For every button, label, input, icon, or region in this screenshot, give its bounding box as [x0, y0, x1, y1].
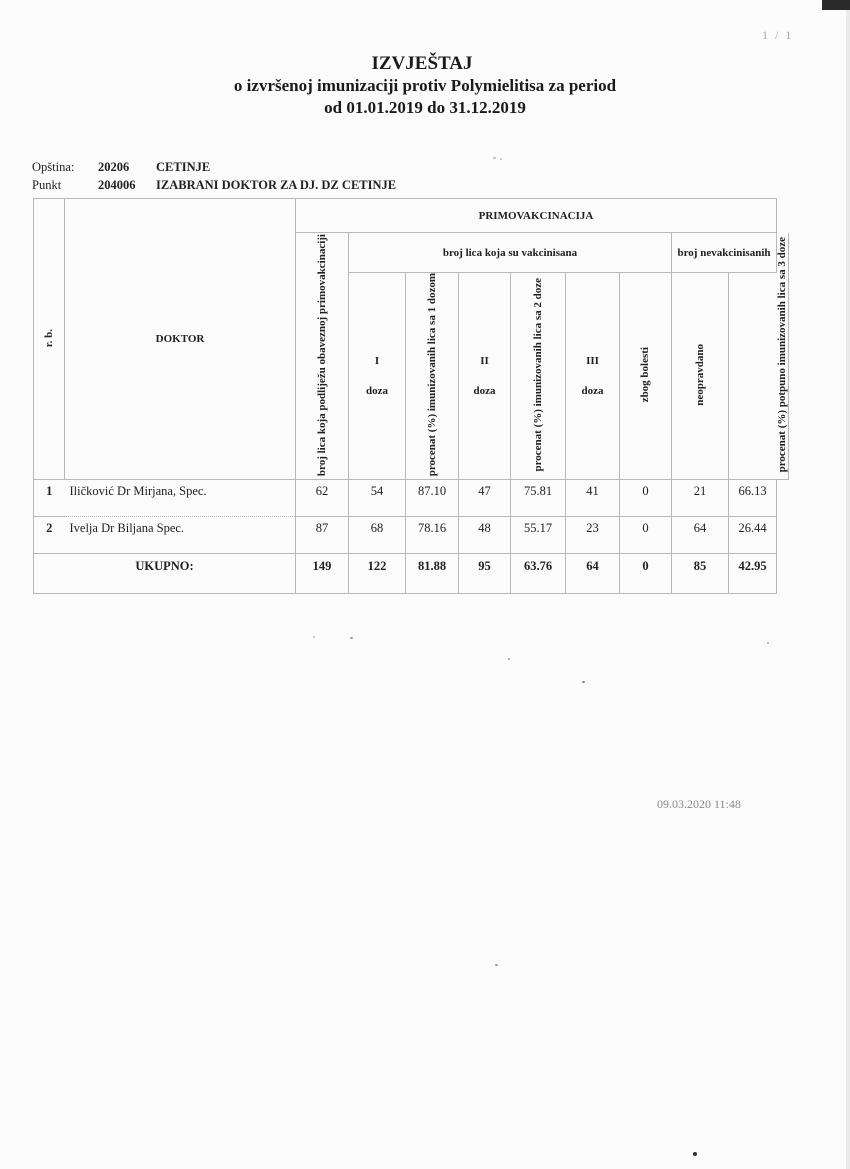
header-nevakcinisanih: broj nevakcinisanih [672, 233, 777, 273]
cell-dose1: 54 [349, 480, 406, 517]
cell-neopravdano: 64 [672, 517, 729, 554]
total-pct2: 63.76 [511, 554, 566, 594]
cell-pct1: 78.16 [406, 517, 459, 554]
page-corner-mark [822, 0, 850, 10]
header-pct3: procenat (%) potpuno imunizovanih lica sa 3 doze [777, 233, 789, 480]
scan-speck [495, 964, 498, 966]
scan-speck [693, 1152, 697, 1156]
cell-dose1: 68 [349, 517, 406, 554]
cell-dose3: 23 [566, 517, 620, 554]
header-rb: r. b. [34, 199, 65, 480]
report-title: IZVJEŠTAJ [371, 53, 473, 74]
cell-neopravdano: 21 [672, 480, 729, 517]
header-doktor: DOKTOR [65, 199, 296, 480]
scan-speck [493, 157, 496, 159]
report-title-block [0, 52, 850, 119]
scan-speck [582, 681, 585, 683]
total-dose1: 122 [349, 554, 406, 594]
header-dose3: III doza [566, 273, 620, 480]
total-zbog-bolesti: 0 [620, 554, 672, 594]
cell-pct2: 75.81 [511, 480, 566, 517]
total-label: UKUPNO: [34, 554, 296, 594]
total-obavezni: 149 [296, 554, 349, 594]
cell-pct2: 55.17 [511, 517, 566, 554]
header-primovakcinacija: PRIMOVAKCINACIJA [296, 199, 777, 233]
table-row [34, 480, 789, 517]
total-neopravdano: 85 [672, 554, 729, 594]
scan-speck [313, 636, 315, 638]
total-pct1: 81.88 [406, 554, 459, 594]
scan-speck [508, 658, 510, 660]
report-period: od 01.01.2019 do 31.12.2019 [324, 98, 526, 117]
municipality-name: CETINJE [156, 160, 211, 174]
point-name: IZABRANI DOKTOR ZA DJ. DZ CETINJE [156, 178, 397, 192]
cell-rb: 1 [34, 480, 65, 517]
municipality-label: Opština: [32, 160, 75, 174]
cell-dose3: 41 [566, 480, 620, 517]
cell-obavezni: 87 [296, 517, 349, 554]
page-number: 1 / 1 [762, 28, 794, 42]
total-pct3: 42.95 [729, 554, 777, 594]
cell-pct3: 26.44 [729, 517, 777, 554]
scan-speck [350, 637, 353, 639]
header-vakcinisana: broj lica koja su vakcinisana [349, 233, 672, 273]
cell-zbog-bolesti: 0 [620, 517, 672, 554]
point-code: 204006 [98, 178, 136, 192]
cell-doktor: Iličković Dr Mirjana, Spec. [65, 480, 296, 517]
table-row [34, 517, 789, 554]
scan-speck [500, 158, 502, 160]
page-edge [846, 0, 850, 1169]
scan-speck [767, 642, 769, 644]
cell-dose2: 48 [459, 517, 511, 554]
header-dose1: I doza [349, 273, 406, 480]
cell-obavezni: 62 [296, 480, 349, 517]
cell-dose2: 47 [459, 480, 511, 517]
total-dose3: 64 [566, 554, 620, 594]
header-pct2: procenat (%) imunizovanih lica sa 2 doze [511, 273, 566, 480]
municipality-code: 20206 [98, 160, 130, 174]
cell-pct3: 66.13 [729, 480, 777, 517]
header-dose2: II doza [459, 273, 511, 480]
total-row [34, 554, 789, 594]
header-pct1: procenat (%) imunizovanih lica sa 1 dozom [406, 273, 459, 480]
point-label: Punkt [32, 178, 62, 192]
header-obavezni: broj lica koja podliježu obaveznoj primovakcinaciji [296, 233, 349, 480]
header-neopravdano: neopravdano [672, 273, 729, 480]
cell-zbog-bolesti: 0 [620, 480, 672, 517]
cell-doktor: Ivelja Dr Biljana Spec. [65, 517, 296, 554]
print-timestamp: 09.03.2020 11:48 [657, 797, 741, 811]
total-dose2: 95 [459, 554, 511, 594]
cell-rb: 2 [34, 517, 65, 554]
header-zbog-bolesti: zbog bolesti [620, 273, 672, 480]
immunization-table [33, 198, 789, 594]
cell-pct1: 87.10 [406, 480, 459, 517]
report-subtitle: o izvršenoj imunizaciji protiv Polymielitisa za period [233, 76, 617, 95]
